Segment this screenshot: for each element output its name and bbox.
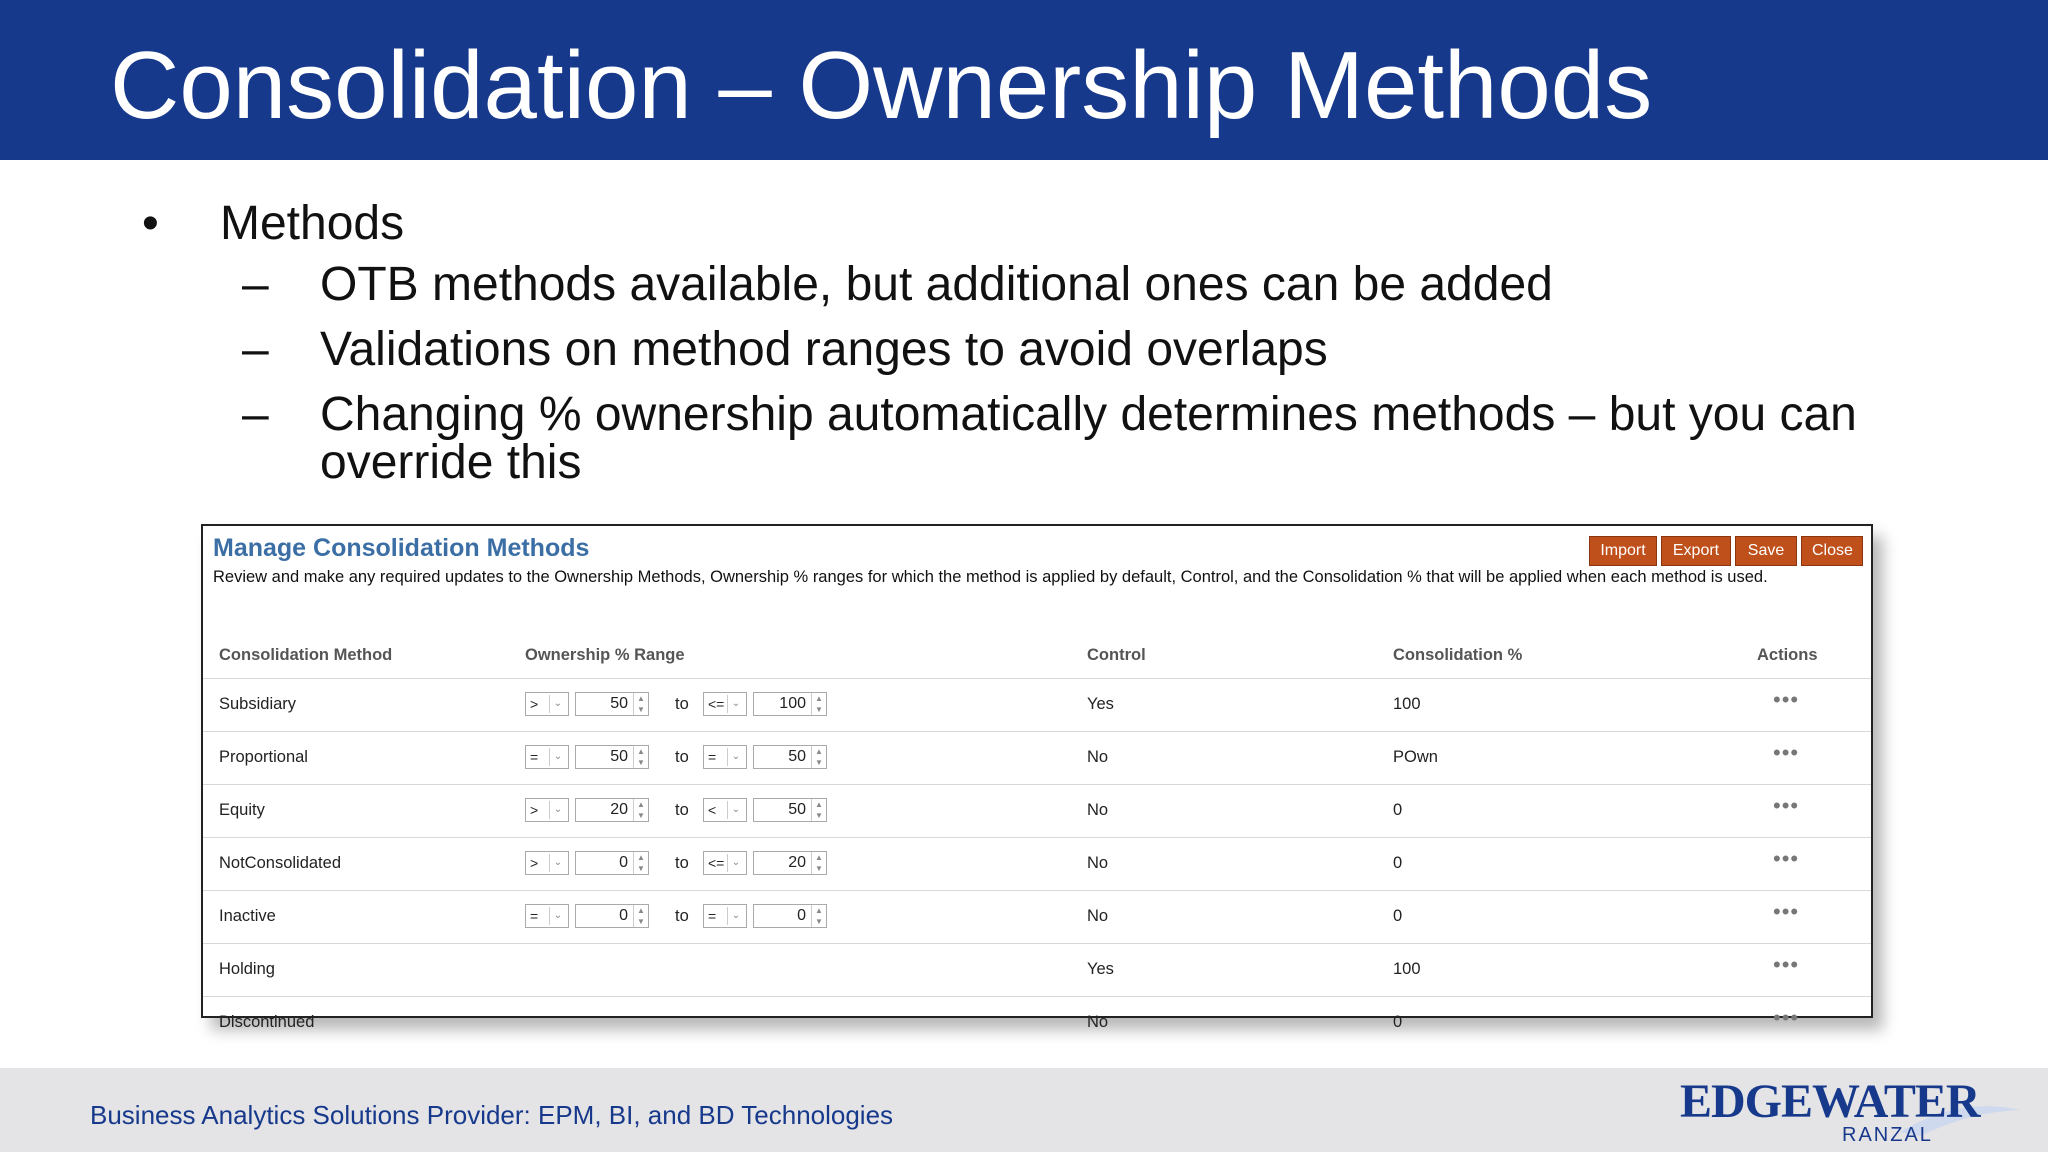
table-header [203,618,1871,679]
dash-marker: – [242,258,269,311]
method-name: Subsidiary [219,695,297,713]
header-control: Control [1087,646,1146,664]
bullet-item-methods [142,195,405,253]
method-name: Inactive [219,907,276,925]
operator-value: = [708,908,717,924]
control-value: Yes [1087,960,1114,978]
chevron-down-icon: ⌄ [549,854,566,872]
range-to-stepper[interactable] [753,851,827,875]
more-actions-icon[interactable]: ••• [1773,687,1800,712]
dash-marker: – [242,323,269,376]
spinner-icon[interactable]: ▲ ▼ [811,799,826,821]
consolidation-value: 0 [1393,1013,1403,1031]
range-from-value: 0 [619,907,628,924]
operator-from-select[interactable] [525,851,569,875]
consolidation-value: 0 [1393,854,1403,872]
footer [0,1068,2048,1152]
range-from-value: 0 [619,854,628,871]
import-button[interactable]: Import [1589,536,1657,566]
operator-to-select[interactable] [703,692,747,716]
to-label: to [675,748,689,766]
operator-value: > [530,802,539,818]
chevron-down-icon: ⌄ [549,801,566,819]
table-row [203,785,1871,838]
chevron-down-icon: ⌄ [727,854,744,872]
manage-consolidation-methods-panel [201,524,1873,1031]
bullet-marker: • [142,197,159,250]
method-name: Holding [219,960,275,978]
close-button[interactable]: Close [1801,536,1863,566]
table-row [203,732,1871,785]
table-row [203,679,1871,732]
toolbar [1589,536,1863,566]
sub-bullet-text: Validations on method ranges to avoid overlaps [320,323,1328,376]
consolidation-value: 0 [1393,907,1403,925]
sub-bullet-text: OTB methods available, but additional ones can be added [320,258,1553,311]
operator-value: <= [708,696,725,712]
range-to-value: 50 [788,801,806,818]
operator-value: = [708,749,717,765]
operator-value: < [708,802,717,818]
range-to-stepper[interactable] [753,745,827,769]
panel-description: Review and make any required updates to the Ownership Methods, Ownership % ranges for which the method is applied by default, Control, and the Consolidation % that will be applied when each method is used. [213,568,1768,586]
operator-value: > [530,696,539,712]
more-actions-icon[interactable]: ••• [1773,793,1800,818]
control-value: No [1087,1013,1109,1031]
table-row [203,838,1871,891]
more-actions-icon[interactable]: ••• [1773,740,1800,765]
spinner-icon[interactable]: ▲ ▼ [633,852,648,874]
consolidation-value: 100 [1393,960,1421,978]
chevron-down-icon: ⌄ [549,695,566,713]
control-value: No [1087,748,1109,766]
operator-value: > [530,855,539,871]
method-name: Proportional [219,748,308,766]
dash-marker: – [242,388,269,441]
panel-title: Manage Consolidation Methods [213,534,590,562]
header-consolidation-pct: Consolidation % [1393,646,1523,664]
method-name: NotConsolidated [219,854,341,872]
table-row [203,997,1871,1049]
spinner-icon[interactable]: ▲ ▼ [633,905,648,927]
spinner-icon[interactable]: ▲ ▼ [633,693,648,715]
more-actions-icon[interactable]: ••• [1773,952,1800,977]
title-bar [0,0,2048,160]
more-actions-icon[interactable]: ••• [1773,899,1800,924]
operator-value: = [530,749,539,765]
control-value: No [1087,854,1109,872]
operator-from-select[interactable] [525,904,569,928]
methods-table [203,618,1871,1049]
operator-to-select[interactable] [703,745,747,769]
range-from-value: 50 [610,695,628,712]
range-to-value: 20 [788,854,806,871]
more-actions-icon[interactable]: ••• [1773,1005,1800,1030]
more-actions-icon[interactable]: ••• [1773,846,1800,871]
table-row [203,891,1871,944]
spinner-icon[interactable]: ▲ ▼ [633,799,648,821]
header-actions: Actions [1757,646,1818,664]
operator-value: = [530,908,539,924]
to-label: to [675,854,689,872]
logo-subtext: RANZAL [1842,1124,1933,1146]
operator-from-select[interactable] [525,798,569,822]
chevron-down-icon: ⌄ [727,748,744,766]
save-button[interactable]: Save [1735,536,1797,566]
control-value: No [1087,907,1109,925]
edgewater-ranzal-logo [1660,1074,2020,1148]
to-label: to [675,695,689,713]
operator-value: <= [708,855,725,871]
range-to-stepper[interactable] [753,904,827,928]
range-from-value: 20 [610,801,628,818]
spinner-icon[interactable]: ▲ ▼ [811,905,826,927]
logo-wordmark: EDGEWATER [1680,1075,1980,1128]
method-name: Equity [219,801,265,819]
range-from-value: 50 [610,748,628,765]
consolidation-value: 100 [1393,695,1421,713]
operator-from-select[interactable] [525,745,569,769]
method-name: Discontinued [219,1013,315,1031]
chevron-down-icon: ⌄ [727,801,744,819]
range-to-value: 100 [779,695,806,712]
range-to-value: 0 [797,907,806,924]
spinner-icon[interactable]: ▲ ▼ [811,693,826,715]
chevron-down-icon: ⌄ [727,695,744,713]
operator-to-select[interactable] [703,798,747,822]
range-to-stepper[interactable] [753,798,827,822]
chevron-down-icon: ⌄ [549,907,566,925]
range-from-stepper[interactable] [575,692,649,716]
operator-to-select[interactable] [703,904,747,928]
range-to-value: 50 [788,748,806,765]
table-row [203,944,1871,997]
spinner-icon[interactable]: ▲ ▼ [811,746,826,768]
operator-to-select[interactable] [703,851,747,875]
to-label: to [675,907,689,925]
header-consolidation-method: Consolidation Method [219,646,393,664]
consolidation-value: 0 [1393,801,1403,819]
range-from-stepper[interactable] [575,745,649,769]
footer-tagline: Business Analytics Solutions Provider: EPM, BI, and BD Technologies [90,1100,894,1130]
range-to-stepper[interactable] [753,692,827,716]
header-ownership-range: Ownership % Range [525,646,685,664]
range-from-stepper[interactable] [575,851,649,875]
chevron-down-icon: ⌄ [727,907,744,925]
sub-bullet-text: Changing % ownership automatically determines methods – but you can override this [320,388,1857,489]
control-value: Yes [1087,695,1114,713]
operator-from-select[interactable] [525,692,569,716]
chevron-down-icon: ⌄ [549,748,566,766]
range-from-stepper[interactable] [575,798,649,822]
control-value: No [1087,801,1109,819]
export-button[interactable]: Export [1661,536,1731,566]
range-from-stepper[interactable] [575,904,649,928]
bullet-text: Methods [220,197,405,250]
consolidation-value: POwn [1393,748,1438,766]
to-label: to [675,801,689,819]
spinner-icon[interactable]: ▲ ▼ [811,852,826,874]
slide-title: Consolidation – Ownership Methods [110,32,1653,139]
spinner-icon[interactable]: ▲ ▼ [633,746,648,768]
